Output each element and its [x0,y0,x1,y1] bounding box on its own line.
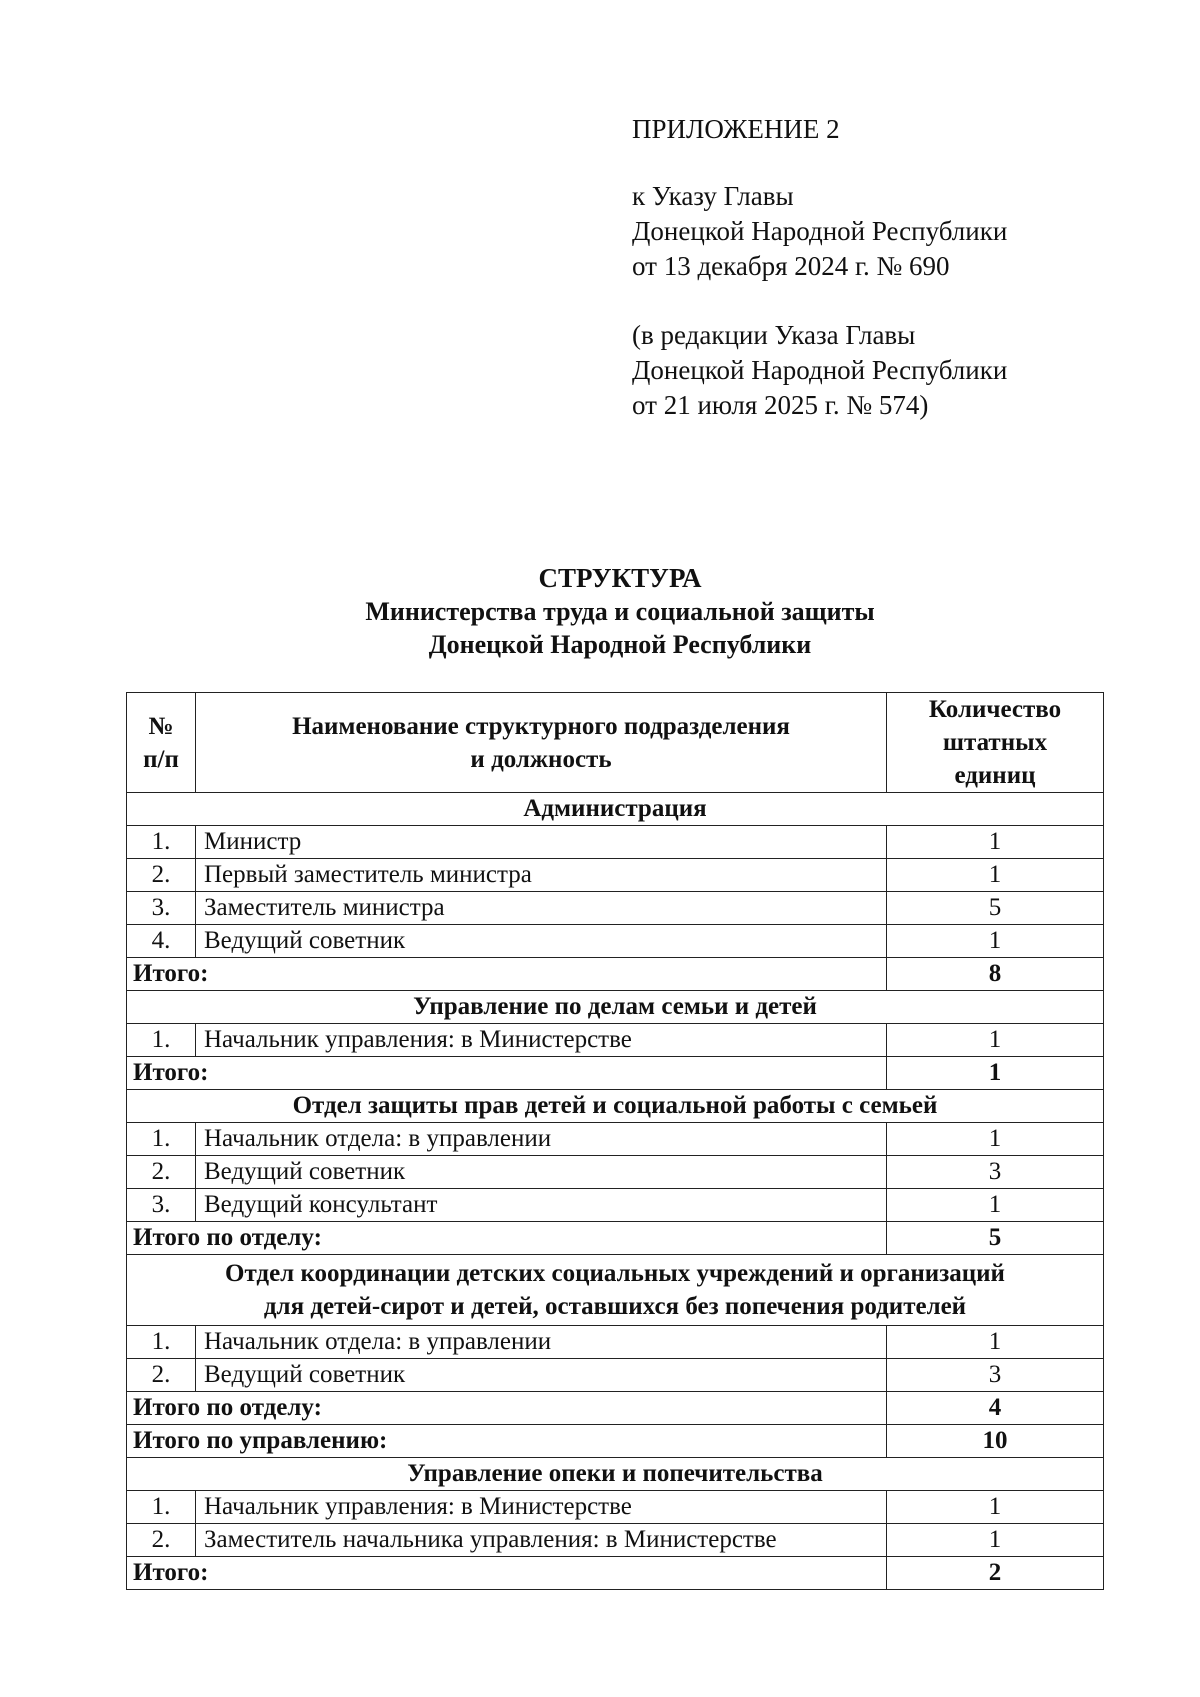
table-row [127,925,1104,958]
staff-count: 1 [887,826,1104,859]
position-name: Начальник отдела: в управлении [196,1123,887,1156]
total-count: 10 [887,1425,1104,1458]
position-name: Начальник управления: в Министерстве [196,1491,887,1524]
row-number: 2. [127,859,196,892]
staff-count: 3 [887,1359,1104,1392]
row-number: 2. [127,1156,196,1189]
total-row [127,1222,1104,1255]
column-header-name: Наименование структурного подразделения и должность [196,693,887,793]
total-label: Итого по отделу: [127,1392,887,1425]
section-row [127,1458,1104,1491]
section-row [127,1090,1104,1123]
total-label: Итого: [127,958,887,991]
row-number: 3. [127,892,196,925]
staff-count: 1 [887,1189,1104,1222]
row-number: 1. [127,1491,196,1524]
total-label: Итого: [127,1057,887,1090]
staff-count: 1 [887,1326,1104,1359]
total-label: Итого по управлению: [127,1425,887,1458]
total-label: Итого по отделу: [127,1222,887,1255]
section-title: Управление опеки и попечительства [127,1458,1104,1491]
table-row [127,826,1104,859]
row-number: 2. [127,1524,196,1557]
total-row [127,1425,1104,1458]
total-row [127,1392,1104,1425]
position-name: Ведущий советник [196,1359,887,1392]
position-name: Ведущий консультант [196,1189,887,1222]
staff-count: 1 [887,1024,1104,1057]
total-row [127,958,1104,991]
row-number: 4. [127,925,196,958]
staff-structure-table [126,692,1104,1590]
total-count: 1 [887,1057,1104,1090]
table-row [127,1156,1104,1189]
structure-heading [140,562,1100,661]
row-number: 3. [127,1189,196,1222]
total-count: 5 [887,1222,1104,1255]
decree-ref-line: Донецкой Народной Республики [632,216,1008,246]
row-number: 1. [127,826,196,859]
table-header-row [127,693,1104,793]
position-name: Ведущий советник [196,1156,887,1189]
total-count: 2 [887,1557,1104,1590]
staff-count: 5 [887,892,1104,925]
appendix-title: ПРИЛОЖЕНИЕ 2 [632,114,840,144]
staff-count: 1 [887,1491,1104,1524]
edition-note-line: (в редакции Указа Главы [632,320,916,350]
staff-count: 1 [887,925,1104,958]
section-row [127,991,1104,1024]
section-title: Отдел защиты прав детей и социальной работы с семьей [127,1090,1104,1123]
position-name: Заместитель министра [196,892,887,925]
total-row [127,1057,1104,1090]
section-row [127,793,1104,826]
table-row [127,1024,1104,1057]
table-row [127,1491,1104,1524]
section-title: Отдел координации детских социальных учреждений и организаций для детей-сирот и детей, оставшихся без попечения родителей [127,1255,1104,1326]
row-number: 1. [127,1123,196,1156]
edition-note-line: от 21 июля 2025 г. № 574) [632,390,929,420]
column-header-number: № п/п [127,693,196,793]
total-count: 8 [887,958,1104,991]
staff-count: 1 [887,859,1104,892]
structure-subtitle: Министерства труда и социальной защиты [365,597,875,626]
row-number: 1. [127,1024,196,1057]
staff-count: 1 [887,1524,1104,1557]
section-title: Управление по делам семьи и детей [127,991,1104,1024]
decree-ref-line: от 13 декабря 2024 г. № 690 [632,251,950,281]
table-row [127,1123,1104,1156]
decree-ref-line: к Указу Главы [632,181,794,211]
section-title: Администрация [127,793,1104,826]
table-row [127,892,1104,925]
appendix-header [632,112,1152,423]
row-number: 2. [127,1359,196,1392]
row-number: 1. [127,1326,196,1359]
position-name: Начальник управления: в Министерстве [196,1024,887,1057]
edition-note-line: Донецкой Народной Республики [632,355,1008,385]
total-row [127,1557,1104,1590]
position-name: Ведущий советник [196,925,887,958]
position-name: Первый заместитель министра [196,859,887,892]
table-row [127,1326,1104,1359]
table-row [127,859,1104,892]
table-row [127,1189,1104,1222]
table-row [127,1524,1104,1557]
position-name: Министр [196,826,887,859]
total-count: 4 [887,1392,1104,1425]
structure-subtitle: Донецкой Народной Республики [428,630,812,659]
structure-title: СТРУКТУРА [538,563,702,593]
section-row [127,1255,1104,1326]
total-label: Итого: [127,1557,887,1590]
table-row [127,1359,1104,1392]
position-name: Заместитель начальника управления: в Министерстве [196,1524,887,1557]
position-name: Начальник отдела: в управлении [196,1326,887,1359]
staff-count: 1 [887,1123,1104,1156]
column-header-quantity: Количество штатных единиц [887,693,1104,793]
staff-count: 3 [887,1156,1104,1189]
